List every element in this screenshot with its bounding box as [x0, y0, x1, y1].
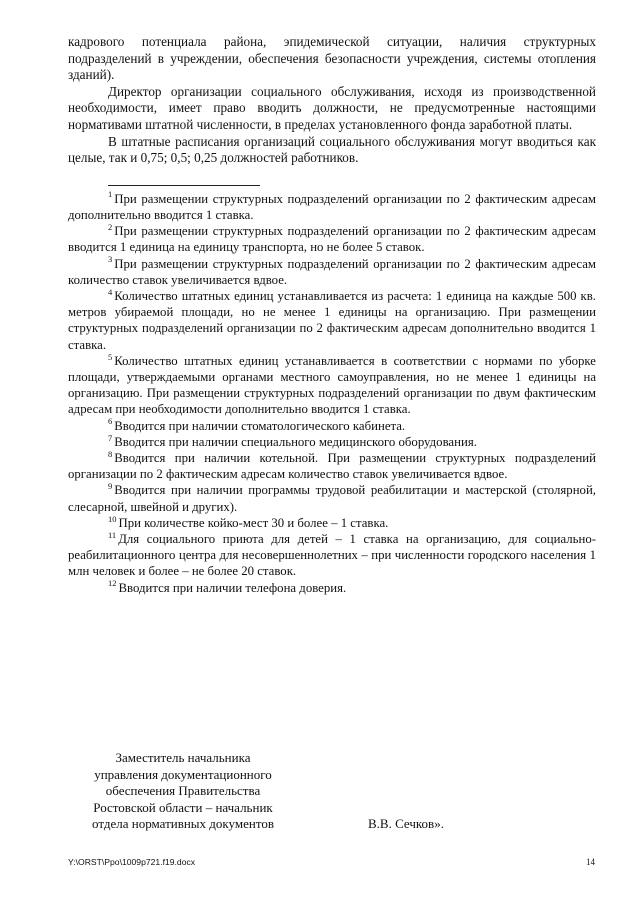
- footnote-number: 2: [108, 221, 113, 232]
- footnote-11: [68, 531, 596, 580]
- footnote-number: 6: [108, 416, 113, 427]
- footnote-number: 10: [108, 513, 117, 524]
- footnote-text: Вводится при наличии программы трудовой реабилитации и мастерской (столярной, слесарной, швейной и других).: [68, 483, 596, 514]
- footnote-text: Для социального приюта для детей – 1 ставка на организацию, для социально-реабилитационного центра для несовершеннолетних – при численности городского населения 1 млн человек и более – не более 20 ставок.: [68, 532, 596, 579]
- footnote-number: 12: [108, 578, 117, 589]
- paragraph-2: Директор организации социального обслуживания, исходя из производственной необходимости, имеет право вводить должности, не предусмотренные настоящими нормативами штатной численности, в пределах установленного фонда заработной платы.: [68, 83, 596, 132]
- footnote-text: Вводится при наличии котельной. При размещении структурных подразделений организации по 2 фактическим адресам количество ставок увеличивается вдвое.: [68, 451, 596, 482]
- page-number: 14: [586, 857, 595, 867]
- footnote-text: Вводится при наличии телефона доверия.: [118, 580, 347, 595]
- signature-title-line: обеспечения Правительства: [105, 783, 261, 799]
- footnote-number: 5: [108, 351, 113, 362]
- footnote-number: 8: [108, 448, 113, 459]
- document-body: [68, 34, 596, 596]
- footnote-7: [68, 434, 596, 450]
- footnote-4: [68, 288, 596, 353]
- footnote-number: 7: [108, 432, 113, 443]
- footnote-text: При размещении структурных подразделений организации по 2 фактическим адресам количество ставок увеличивается вдвое.: [68, 256, 596, 287]
- signature-title-line: управления документационного: [94, 766, 272, 782]
- signature-block: [68, 750, 298, 833]
- footnote-text: При количестве койко-мест 30 и более – 1 ставка.: [118, 515, 389, 530]
- footer-file-path: Y:\ORST\Ppo\1009p721.f19.docx: [68, 857, 196, 867]
- footnote-8: [68, 450, 596, 482]
- footnote-text: При размещении структурных подразделений организации по 2 фактическим адресам дополнительно вводится 1 ставка.: [68, 191, 596, 222]
- footnote-10: [68, 515, 596, 531]
- footnote-separator: [108, 185, 260, 186]
- signatory-name: В.В. Сечков».: [368, 816, 444, 831]
- footnote-number: 4: [108, 286, 113, 297]
- paragraph-1: кадрового потенциала района, эпидемической ситуации, наличия структурных подразделений в учреждении, обеспечения безопасности учреждения, системы отопления зданий).: [68, 34, 596, 83]
- footnote-3: [68, 256, 596, 288]
- signature-title-line: отдела нормативных документов: [92, 816, 274, 832]
- footnote-text: Вводится при наличии стоматологического кабинета.: [114, 418, 406, 433]
- footnote-number: 1: [108, 189, 113, 200]
- signature-title-line: Заместитель начальника: [115, 750, 251, 765]
- footnote-12: [68, 580, 596, 596]
- footnote-number: 9: [108, 481, 113, 492]
- footnote-number: 11: [108, 529, 117, 540]
- footnote-text: Количество штатных единиц устанавливается в соответствии с нормами по уборке площади, утверждаемыми органами местного самоуправления, но не менее 1 единицы на организацию. При размещении структурных подразделений организации по двум фактическим адресам при необходимости дополнительно вводится 1 ставка.: [68, 353, 596, 417]
- footnotes-list: [68, 191, 596, 596]
- footnote-text: Вводится при наличии специального медицинского оборудования.: [114, 434, 477, 449]
- paragraph-3: В штатные расписания организаций социального обслуживания могут вводиться как целые, так и 0,75; 0,5; 0,25 должностей работников.: [68, 133, 596, 166]
- signature-title-line: Ростовской области – начальник: [93, 799, 273, 815]
- footnote-text: При размещении структурных подразделений организации по 2 фактическим адресам вводится 1 единица на единицу транспорта, но не более 5 ставок.: [68, 224, 596, 255]
- footnote-1: [68, 191, 596, 223]
- footnote-number: 3: [108, 254, 113, 265]
- footnote-6: [68, 418, 596, 434]
- footnote-9: [68, 482, 596, 514]
- footnote-5: [68, 353, 596, 418]
- footnote-text: Количество штатных единиц устанавливается из расчета: 1 единица на каждые 500 кв. метров убираемой площади, но не менее 1 единицы на организацию. При размещении структурных подразделений организации по 2 фактическим адресам дополнительно вводится 1 ставка.: [68, 288, 596, 352]
- footnote-2: [68, 223, 596, 255]
